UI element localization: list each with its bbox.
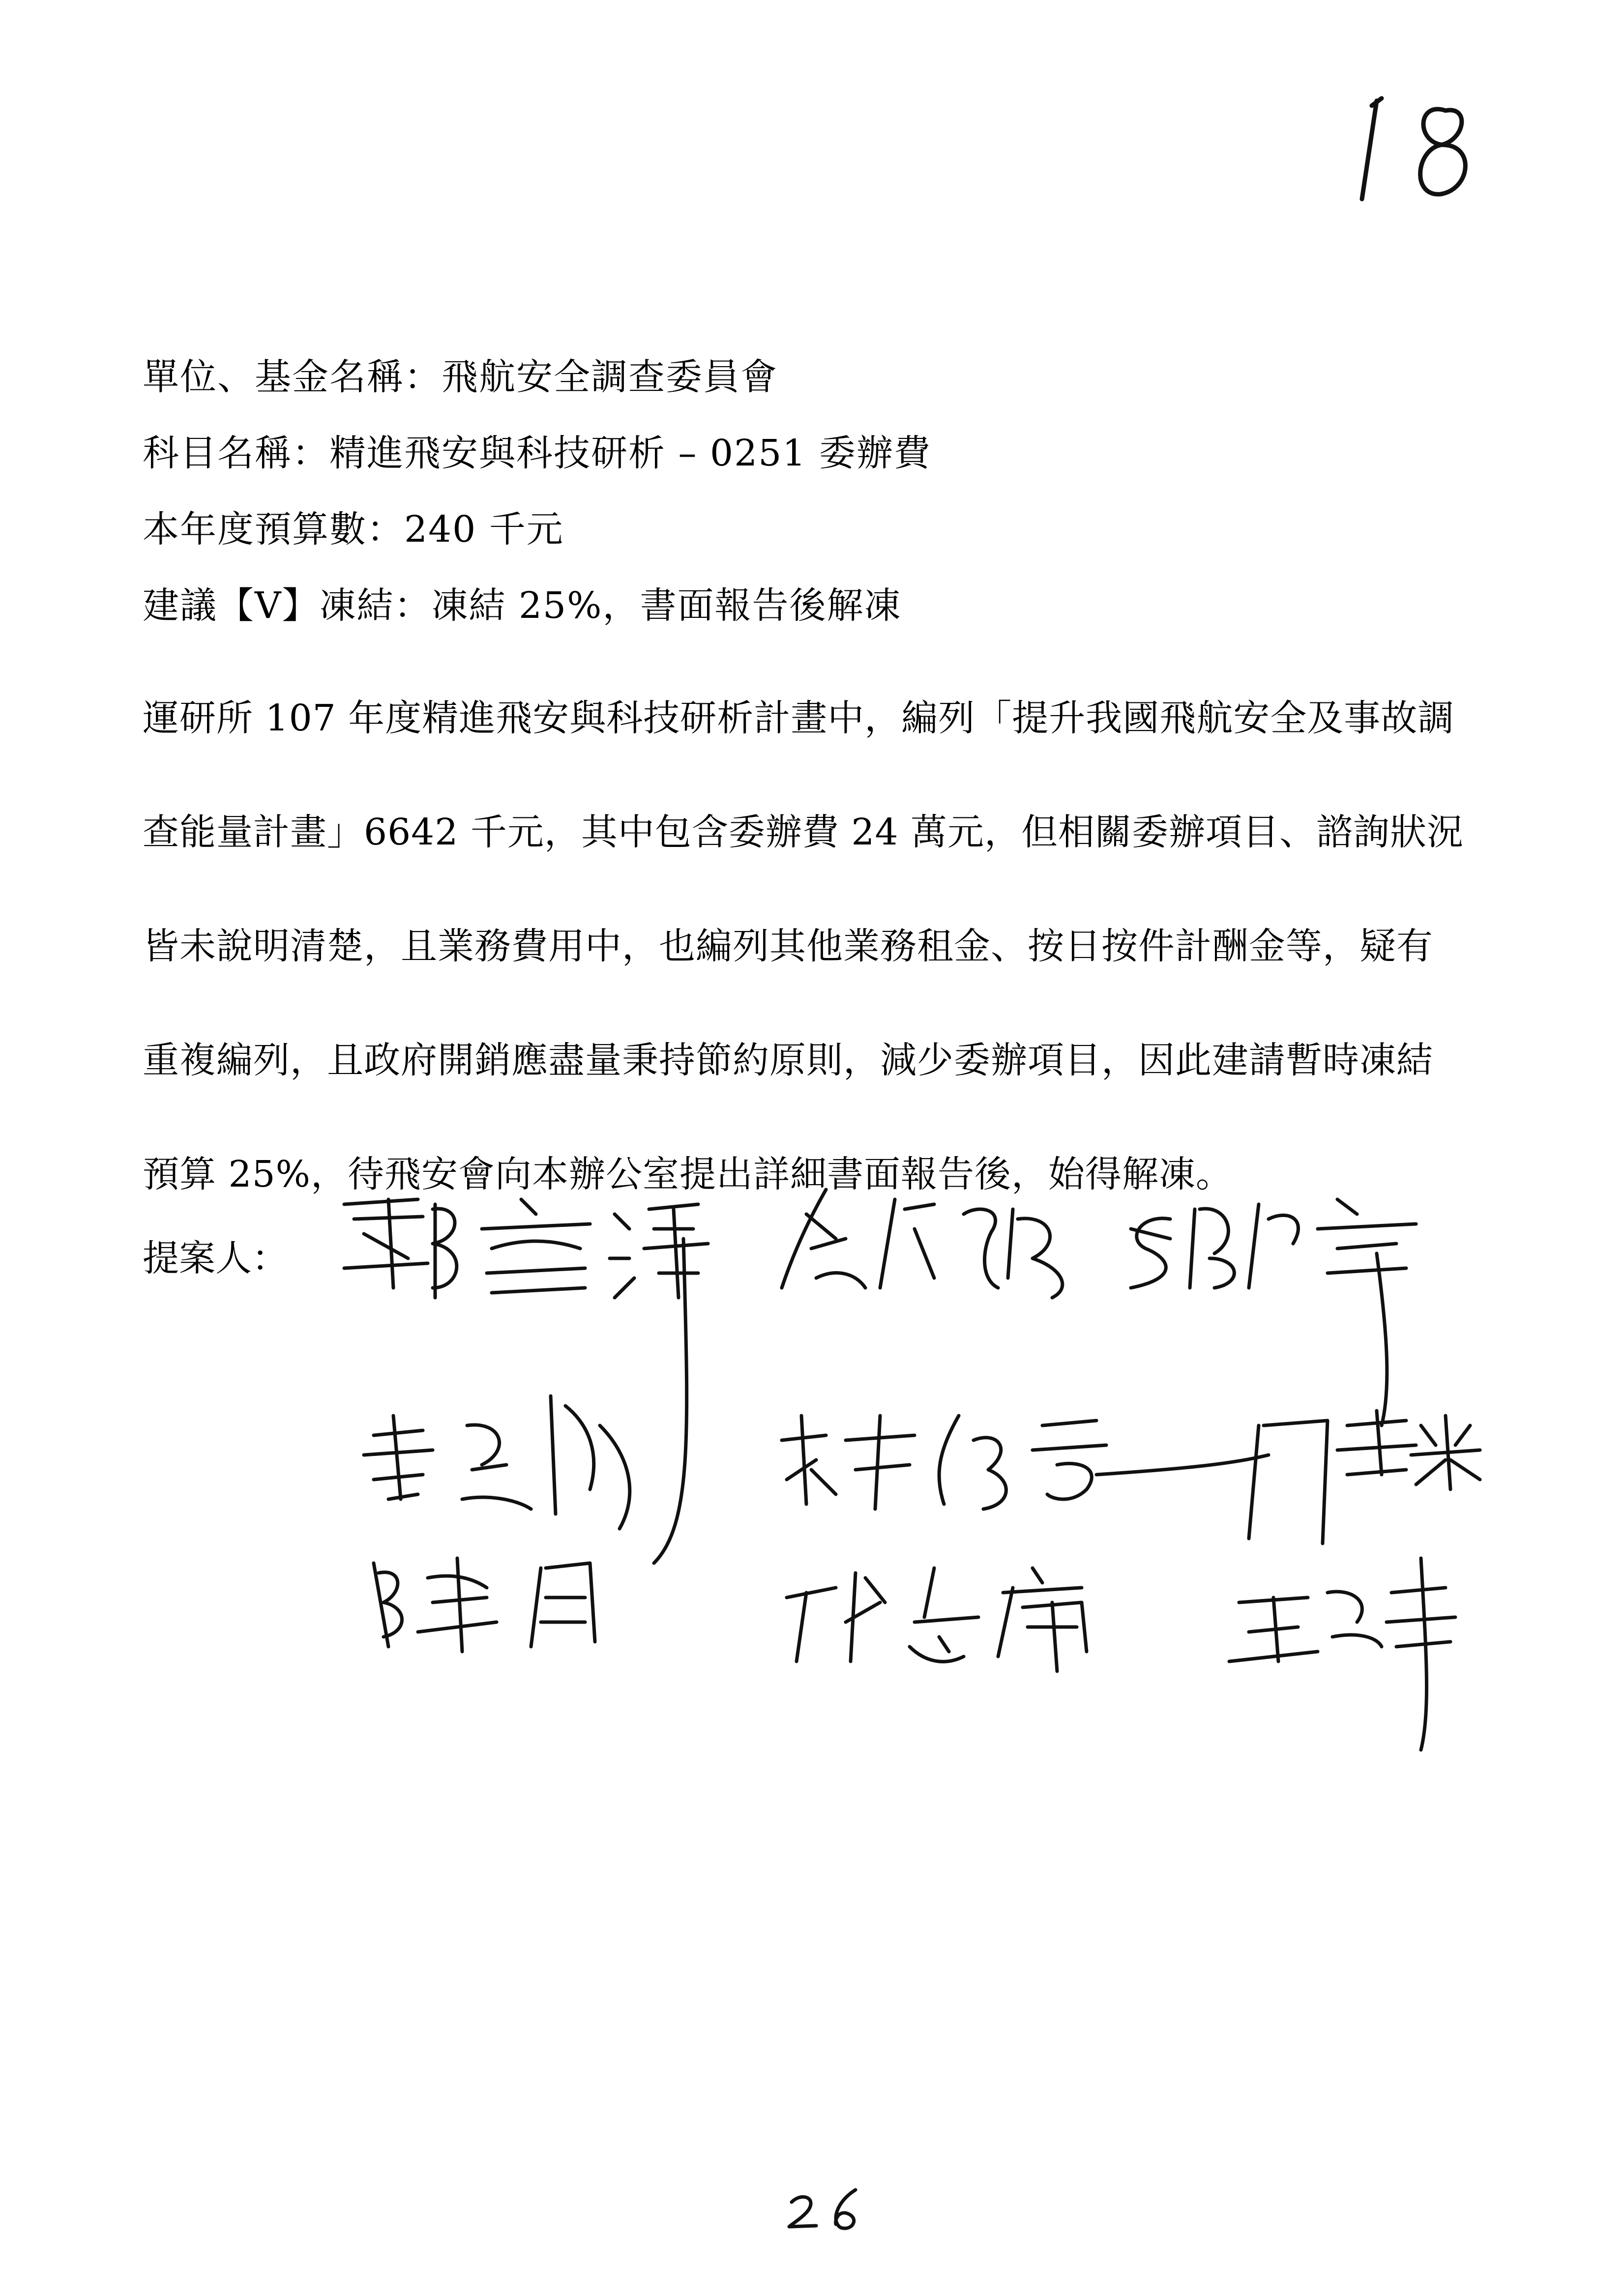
body-paragraph — [143, 661, 1505, 1231]
body-line: 皆未說明清楚，且業務費用中，也編列其他業務租金、按日按件計酬金等，疑有 — [143, 925, 1433, 967]
body-line: 重複編列，且政府開銷應盡量秉持節約原則，減少委辦項目，因此建請暫時凍結 — [143, 1039, 1433, 1081]
signature-3 — [1131, 1199, 1416, 1425]
proposer-label: 提案人： — [143, 1237, 288, 1279]
signature-7 — [374, 1558, 595, 1652]
signature-4 — [364, 1396, 630, 1529]
signature-5 — [782, 1416, 1269, 1509]
account-name: 科目名稱：精進飛安與科技研析 – 0251 委辦費 — [143, 432, 931, 474]
body-line: 查能量計畫」6642 千元，其中包含委辦費 24 萬元，但相關委辦項目、諮詢狀況 — [143, 811, 1464, 853]
header-block — [143, 339, 1470, 644]
body-line: 運研所 107 年度精進飛安與科技研析計畫中，編列「提升我國飛航安全及事故調 — [143, 697, 1455, 739]
bottom-page-number — [782, 2182, 870, 2237]
signature-8 — [787, 1568, 1087, 1671]
signature-6 — [1249, 1411, 1480, 1543]
handwritten-page-number — [1342, 91, 1500, 209]
signature-1 — [344, 1199, 708, 1563]
unit-fund-name: 單位、基金名稱：飛航安全調查委員會 — [143, 356, 778, 398]
budget-amount: 本年度預算數：240 千元 — [143, 508, 564, 551]
body-line: 預算 25%，待飛安會向本辦公室提出詳細書面報告後，始得解凍。 — [143, 1153, 1233, 1195]
signature-9 — [1229, 1558, 1455, 1750]
recommendation: 建議【V】凍結：凍結 25%，書面報告後解凍 — [143, 584, 902, 627]
